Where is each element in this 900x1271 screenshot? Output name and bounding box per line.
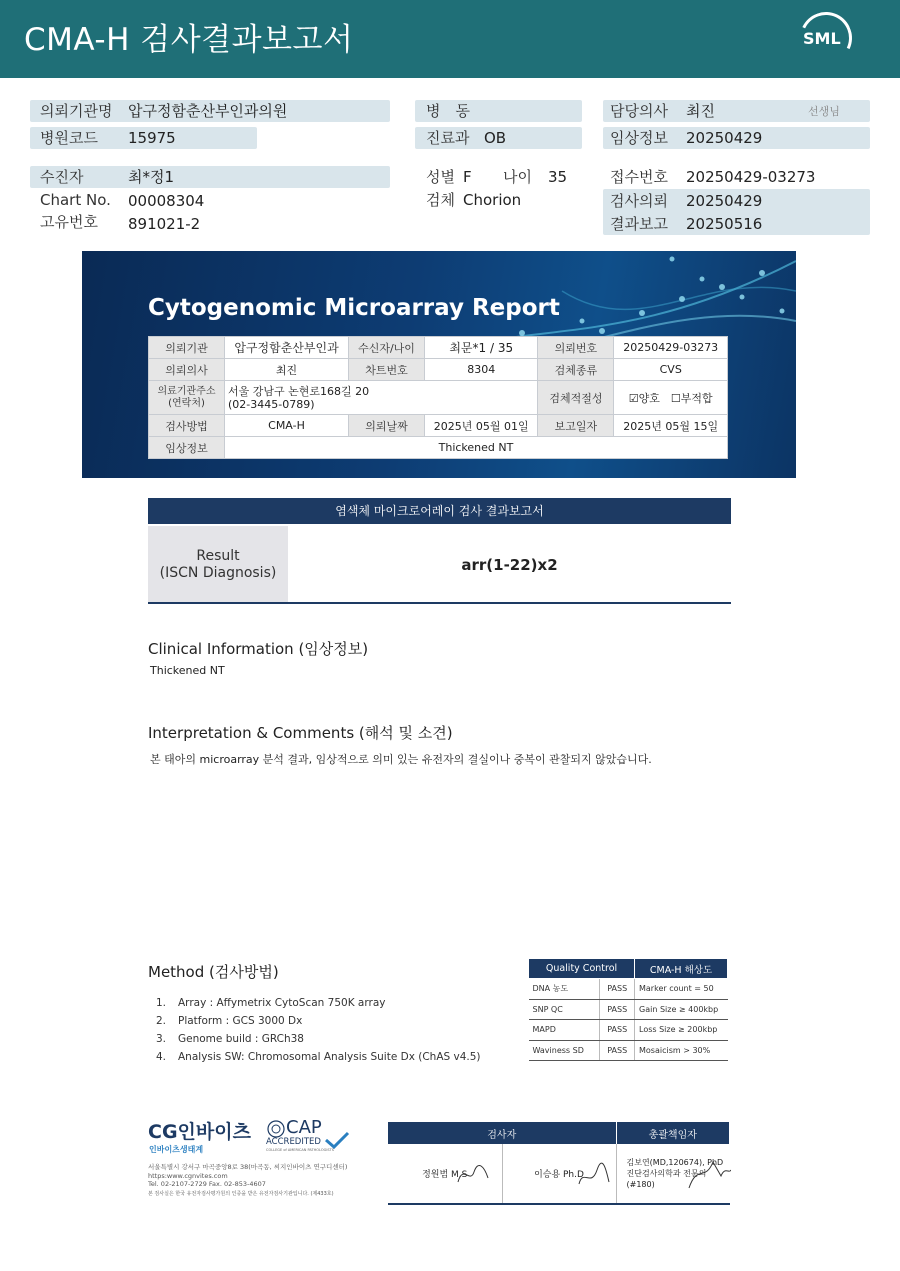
director-title: 진단검사의학과 전문의(#180) (626, 1169, 707, 1189)
cell-label: 차트번호 (349, 359, 425, 381)
report-date-value: 20250516 (686, 215, 763, 233)
qc-status: PASS (600, 979, 635, 1000)
reception-value: 20250429-03273 (686, 168, 816, 186)
patient-label: 수진자 (40, 168, 84, 186)
table-row (149, 437, 728, 459)
institution-value: 압구정함춘산부인과의원 (128, 102, 288, 120)
patient-value: 최*정1 (128, 168, 175, 186)
chart-value: 00008304 (128, 192, 205, 210)
checkmark-icon (324, 1131, 350, 1149)
cell-label: 검사방법 (149, 415, 225, 437)
list-item (156, 1048, 481, 1066)
website-line: https:www.cgnvites.com (148, 1171, 228, 1180)
cap-title: CAP (286, 1117, 322, 1138)
cell-value (225, 381, 538, 415)
unique-label: 고유번호 (40, 213, 98, 231)
cap-accredited-text: ACCREDITED (266, 1137, 321, 1147)
result-heading: 염색체 마이크로어레이 검사 결과보고서 (148, 498, 731, 524)
qc-item: MAPD (529, 1020, 600, 1041)
contact-label: (연락처) (168, 397, 205, 409)
examiner-2-cell (502, 1144, 616, 1204)
cg-invites-sub: 인바이츠생태계 (149, 1145, 204, 1154)
cell-value: CVS (614, 359, 728, 381)
table-row (388, 1144, 730, 1204)
hospital-code-label: 병원코드 (40, 129, 98, 147)
signature-image (503, 1144, 617, 1204)
request-label: 검사의뢰 (610, 192, 668, 210)
resolution-value: Mosaicism > 30% (635, 1040, 728, 1061)
qc-status: PASS (600, 999, 635, 1020)
report-header-bar (0, 0, 900, 78)
examiner-1-cell (388, 1144, 502, 1204)
qc-header: Quality Control (529, 959, 635, 979)
table-row (529, 1040, 728, 1061)
item-text: Array : Affymetrix CytoScan 750K array (178, 997, 386, 1009)
request-info-table (148, 336, 728, 459)
resolution-value: Gain Size ≥ 400kbp (635, 999, 728, 1020)
cell-label: 의뢰번호 (538, 337, 614, 359)
quality-control-table (528, 958, 728, 1061)
table-header-row (529, 959, 728, 979)
list-item (156, 1030, 481, 1048)
method-title: Method (검사방법) (148, 963, 279, 981)
result-value: arr(1-22)x2 (461, 556, 558, 574)
dept-label: 진료과 (426, 129, 470, 147)
qc-item: Waviness SD (529, 1040, 600, 1061)
table-row (149, 337, 728, 359)
age-label: 나이 (503, 168, 532, 186)
item-number: 1. (156, 997, 167, 1009)
cell-label: 보고일자 (538, 415, 614, 437)
clinical-label: 임상정보 (610, 129, 668, 147)
cell-value: CMA-H (225, 415, 349, 437)
resolution-header: CMA-H 해상도 (635, 959, 728, 979)
director-cell (616, 1144, 730, 1204)
table-row (529, 979, 728, 1000)
lab-address (148, 1163, 347, 1198)
table-row (529, 999, 728, 1020)
interpretation-body: 본 태아의 microarray 분석 결과, 임상적으로 의미 있는 유전자의 결실이나 중복이 관찰되지 않았습니다. (150, 753, 652, 766)
doctor-suffix: 선생님 (808, 105, 840, 118)
report-date-label: 결과보고 (610, 215, 668, 233)
clinical-info-body: Thickened NT (150, 664, 225, 677)
cap-seal-icon (266, 1119, 286, 1139)
doctor-value: 최진 (686, 102, 715, 120)
table-row (149, 381, 728, 415)
cell-value: 2025년 05월 01일 (425, 415, 538, 437)
item-number: 3. (156, 1033, 167, 1045)
qc-status: PASS (600, 1040, 635, 1061)
cell-label: 수신자/나이 (349, 337, 425, 359)
director-name: 김보연(MD,120674), PhD (626, 1158, 724, 1167)
address-label: 의료기관주소 (157, 385, 216, 397)
banner-title: Cytogenomic Microarray Report (148, 295, 560, 321)
certification-line: 본 검사실은 한국 유전자검사평가원의 인증을 받은 유전자검사기관입니다. (제433호) (148, 1190, 334, 1197)
cell-label: 검체적절성 (538, 381, 614, 415)
table-header-row (388, 1122, 730, 1144)
result-label (148, 526, 288, 602)
chart-label: Chart No. (40, 191, 111, 209)
cg-invites-logo: CG인바이츠 (148, 1121, 251, 1143)
cell-label (149, 381, 225, 415)
address-line: 서울특별시 강서구 마곡중앙8로 38(마곡동, 씨지인바이츠 연구디센터) (148, 1163, 348, 1171)
director-header: 총괄책임자 (616, 1122, 730, 1144)
clinical-value: 20250429 (686, 129, 763, 147)
institution-label: 의뢰기관명 (40, 102, 113, 120)
qc-item: DNA 농도 (529, 979, 600, 1000)
signature-image (388, 1144, 502, 1204)
clinical-info-title: Clinical Information (임상정보) (148, 640, 369, 658)
cell-value: 8304 (425, 359, 538, 381)
table-row (529, 1020, 728, 1041)
request-value: 20250429 (686, 192, 763, 210)
result-row (148, 524, 731, 604)
cell-value: 압구정함춘산부인과 (225, 337, 349, 359)
patient-row-bg (30, 166, 390, 188)
logo-text: SML (803, 29, 841, 48)
examiner-2-name: 이승용 Ph.D (534, 1170, 584, 1180)
cell-value: Thickened NT (225, 437, 728, 459)
result-label-line2: (ISCN Diagnosis) (159, 565, 277, 581)
qc-item: SNP QC (529, 999, 600, 1020)
qc-status: PASS (600, 1020, 635, 1041)
doctor-label: 담당의사 (610, 102, 668, 120)
result-label-line1: Result (196, 548, 240, 564)
ward-label: 병 동 (426, 102, 470, 120)
cell-label: 검체종류 (538, 359, 614, 381)
item-text: Platform : GCS 3000 Dx (178, 1015, 303, 1027)
examiner-header: 검사자 (388, 1122, 616, 1144)
resolution-value: Loss Size ≥ 200kbp (635, 1020, 728, 1041)
cell-label: 임상정보 (149, 437, 225, 459)
dept-value: OB (484, 129, 507, 147)
age-value: 35 (548, 168, 568, 186)
cell-label: 의뢰기관 (149, 337, 225, 359)
cell-value: 20250429-03273 (614, 337, 728, 359)
table-row (149, 415, 728, 437)
phone-value: (02-3445-0789) (228, 397, 315, 411)
reception-label: 접수번호 (610, 168, 668, 186)
cap-college-text: COLLEGE of AMERICAN PATHOLOGISTS (266, 1148, 334, 1152)
resolution-value: Marker count = 50 (635, 979, 728, 1000)
list-item (156, 994, 481, 1012)
contact-line: Tel. 02-2107-2729 Fax. 02-853-4607 (148, 1180, 266, 1188)
specimen-label: 검체 (426, 191, 455, 209)
report-title: CMA-H 검사결과보고서 (24, 22, 354, 58)
item-number: 2. (156, 1015, 167, 1027)
sex-label: 성별 (426, 168, 455, 186)
interpretation-title: Interpretation & Comments (해석 및 소견) (148, 724, 453, 742)
cell-value: 최진 (225, 359, 349, 381)
item-text: Analysis SW: Chromosomal Analysis Suite Dx (ChAS v4.5) (178, 1051, 481, 1063)
cell-value: 최문*1 / 35 (425, 337, 538, 359)
unique-value: 891021-2 (128, 215, 201, 233)
microarray-report-banner (82, 251, 796, 478)
cap-accredited-logo (266, 1117, 356, 1157)
hospital-code-value: 15975 (128, 129, 176, 147)
item-number: 4. (156, 1051, 167, 1063)
specimen-value: Chorion (463, 191, 522, 209)
cell-value: 2025년 05월 15일 (614, 415, 728, 437)
signature-image (617, 1144, 731, 1204)
cell-label: 의뢰날짜 (349, 415, 425, 437)
examiner-1-name: 정원범 M.S (422, 1170, 468, 1180)
signature-table (388, 1122, 730, 1205)
specimen-adequacy-checkbox: ☑양호 ☐부적합 (614, 381, 728, 415)
cell-label: 의뢰의사 (149, 359, 225, 381)
list-item (156, 1012, 481, 1030)
table-row (149, 359, 728, 381)
sml-logo (800, 12, 852, 64)
method-list (156, 994, 481, 1066)
item-text: Genome build : GRCh38 (178, 1033, 304, 1045)
sex-value: F (463, 168, 472, 186)
address-value: 서울 강남구 논현로168길 20 (228, 384, 370, 398)
